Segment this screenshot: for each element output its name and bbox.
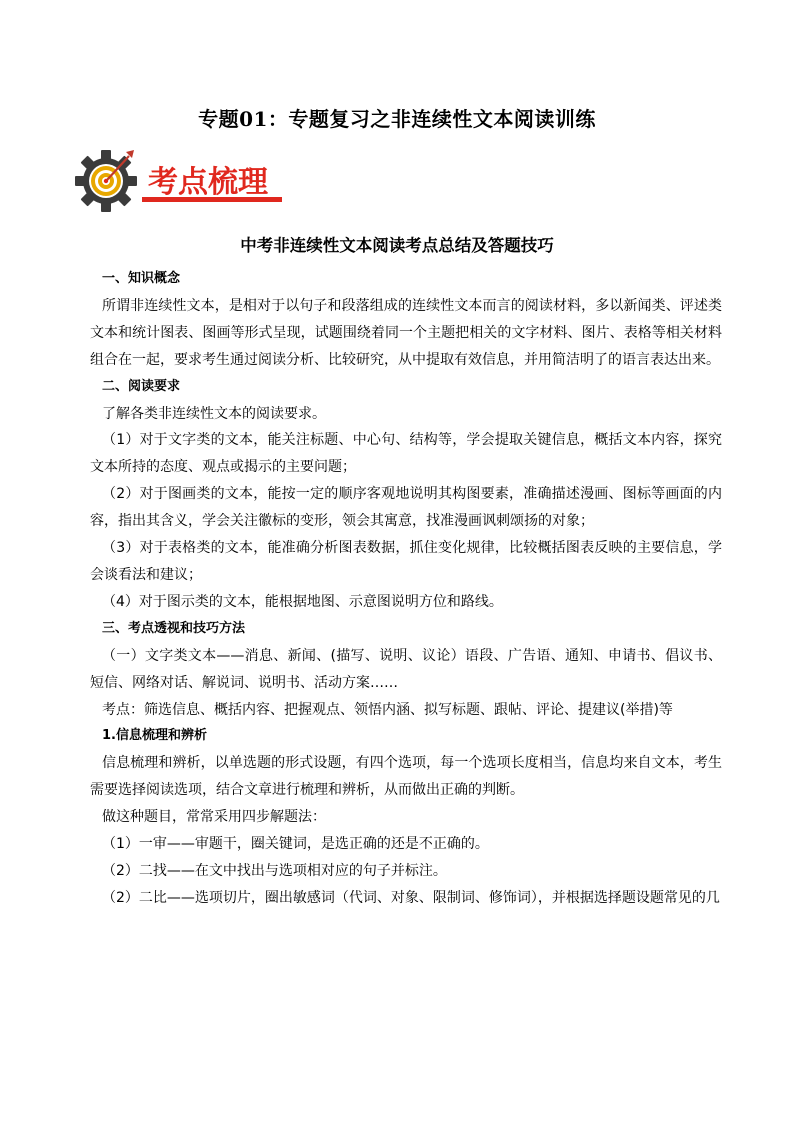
banner-text: 考点梳理 [148,165,268,200]
paragraph: 了解各类非连续性文本的阅读要求。 [102,405,326,422]
section-heading: 三、考点透视和技巧方法 [102,620,246,636]
paragraph: 信息梳理和辨析，以单选题的形式设题，有四个选项，每一个选项长度相当，信息均来自文本，考生需要选择阅读选项，结合文章进行梳理和辨析，从而做出正确的判断。 [90,755,722,799]
gear-target-icon [74,148,314,214]
section-heading: 二、阅读要求 [102,378,181,394]
paragraph: （一）文字类文本——消息、新闻、(描写、说明、议论）语段、广告语、通知、申请书、倡议书、短信、网络对话、解说词、说明书、活动方案…… [90,647,722,691]
paragraph: （1）对于文字类的文本，能关注标题、中心句、结构等，学会提取关键信息，概括文本内容，探究文本所持的态度、观点或揭示的主要问题； [90,432,722,476]
paragraph: （2）二比——选项切片，圈出敏感词（代词、对象、限制词、修饰词），并根据选择题设题常见的几 [102,889,720,906]
paragraph: 所谓非连续性文本，是相对于以句子和段落组成的连续性文本而言的阅读材料，多以新闻类、评述类文本和统计图表、图画等形式呈现，试题围绕着同一个主题把相关的文字材料、图片、表格等相关材料组合在一起，要求考生通过阅读分析、比较研究，从中提取有效信息，并用简洁明了的语言表达出来。 [90,297,722,368]
section-heading: 1.信息梳理和辨析 [102,728,207,744]
paragraph: （1）一审——审题干，圈关键词，是选正确的还是不正确的。 [102,836,489,853]
paragraph: （3）对于表格类的文本，能准确分析图表数据，抓住变化规律，比较概括图表反映的主要信息，学会谈看法和建议； [90,540,722,583]
sub-title: 中考非连续性文本阅读考点总结及答题技巧 [240,236,554,255]
paragraph: 做这种题目，常常采用四步解题法： [102,809,326,826]
paragraph: （2）二找——在文中找出与选项相对应的句子并标注。 [102,862,447,879]
paragraph: 考点：筛选信息、概括内容、把握观点、领悟内涵、拟写标题、跟帖、评论、提建议(举措)等 [102,701,673,718]
content-body [90,266,722,912]
paragraph: （4）对于图示类的文本，能根据地图、示意图说明方位和路线。 [102,593,503,610]
page-title: 专题01：专题复习之非连续性文本阅读训练 [198,107,596,131]
paragraph: （2）对于图画类的文本，能按一定的顺序客观地说明其构图要素，准确描述漫画、图标等画面的内容，指出其含义，学会关注徽标的变形，领会其寓意，找准漫画讽刺颂扬的对象； [90,486,722,530]
section-heading: 一、知识概念 [102,271,181,286]
section-banner [74,148,314,214]
